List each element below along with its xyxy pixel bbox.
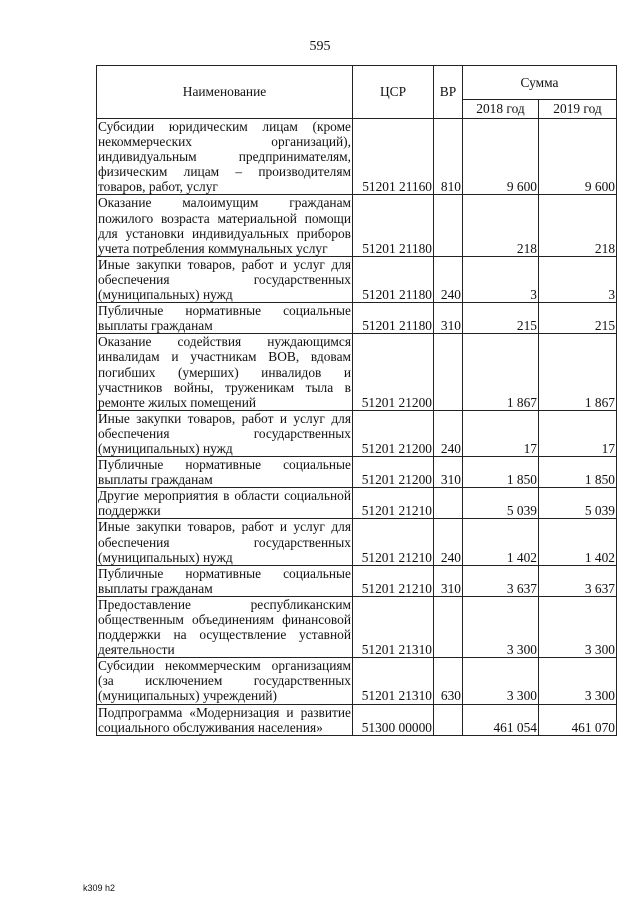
table-row: [97, 256, 617, 302]
table-row: [97, 410, 617, 456]
row-sum-2019: 461 070: [539, 704, 617, 735]
row-name: Публичные нормативные социальные выплаты гражданам: [98, 303, 351, 334]
row-vr: [434, 334, 463, 410]
footer-code: k309 h2: [83, 883, 116, 893]
row-sum-2019: 3 300: [539, 596, 617, 657]
table-row: [97, 704, 617, 735]
row-sum-2019: 1 402: [539, 519, 617, 565]
row-sum-2018: 3: [463, 256, 539, 302]
row-csr: 51201 21310: [353, 658, 434, 704]
row-csr: 51201 21200: [353, 410, 434, 456]
row-name: Оказание малоимущим гражданам пожилого возраста материальной помощи для установки индивидуальных приборов учета потребления коммунальных услуг: [98, 195, 351, 256]
row-csr: 51201 21180: [353, 256, 434, 302]
row-csr: 51300 00000: [353, 704, 434, 735]
table-row: [97, 334, 617, 410]
row-csr: 51201 21200: [353, 457, 434, 488]
row-csr: 51201 21210: [353, 488, 434, 519]
row-sum-2019: 3 300: [539, 658, 617, 704]
table-row: [97, 596, 617, 657]
table-row: [97, 658, 617, 704]
header-vr: ВР: [434, 66, 463, 119]
table-row: [97, 519, 617, 565]
row-sum-2018: 9 600: [463, 119, 539, 195]
row-vr: [434, 596, 463, 657]
table-row: [97, 565, 617, 596]
row-name: Иные закупки товаров, работ и услуг для обеспечения государственных (муниципальных) нужд: [98, 519, 351, 565]
row-name: Иные закупки товаров, работ и услуг для обеспечения государственных (муниципальных) нужд: [98, 410, 351, 456]
row-vr: 810: [434, 119, 463, 195]
row-name: Публичные нормативные социальные выплаты гражданам: [98, 457, 351, 488]
row-vr: 240: [434, 519, 463, 565]
table-body: [97, 119, 617, 736]
row-sum-2018: 3 300: [463, 658, 539, 704]
header-year-2019: 2019 год: [539, 100, 617, 119]
row-vr: [434, 195, 463, 256]
row-name: Субсидии некоммерческим организациям (за исключением государственных (муниципальных) учреждений): [98, 658, 351, 704]
table-row: [97, 119, 617, 195]
header-year-2018: 2018 год: [463, 100, 539, 119]
row-sum-2018: 461 054: [463, 704, 539, 735]
row-name: Субсидии юридическим лицам (кроме некоммерческих организаций), индивидуальным предпринимателям, физическим лицам – производителям товаров, работ, услуг: [98, 119, 351, 195]
row-sum-2019: 1 867: [539, 334, 617, 410]
table-row: [97, 303, 617, 334]
row-sum-2019: 3 637: [539, 565, 617, 596]
row-sum-2018: 5 039: [463, 488, 539, 519]
row-vr: 310: [434, 303, 463, 334]
table-row: [97, 488, 617, 519]
row-vr: 310: [434, 457, 463, 488]
row-sum-2019: 17: [539, 410, 617, 456]
row-name: Подпрограмма «Модернизация и развитие социального обслуживания населения»: [98, 704, 351, 735]
row-csr: 51201 21210: [353, 519, 434, 565]
row-vr: 240: [434, 256, 463, 302]
row-name: Иные закупки товаров, работ и услуг для обеспечения государственных (муниципальных) нужд: [98, 256, 351, 303]
row-sum-2019: 3: [539, 256, 617, 302]
table-header: [97, 66, 617, 119]
row-name: Оказание содействия нуждающимся инвалидам и участникам ВОВ, вдовам погибших (умерших) инвалидов и участников войны, труженикам тыла в ремонте жилых помещений: [98, 334, 351, 410]
row-vr: 310: [434, 565, 463, 596]
row-sum-2018: 3 300: [463, 596, 539, 657]
row-name: Другие мероприятия в области социальной поддержки: [98, 488, 351, 519]
table-row: [97, 457, 617, 488]
row-vr: 630: [434, 658, 463, 704]
header-csr: ЦСР: [353, 66, 434, 119]
row-sum-2018: 215: [463, 303, 539, 334]
header-sum: Сумма: [463, 66, 617, 100]
row-sum-2018: 3 637: [463, 565, 539, 596]
row-csr: 51201 21210: [353, 565, 434, 596]
row-name: Публичные нормативные социальные выплаты гражданам: [98, 565, 351, 596]
row-sum-2019: 1 850: [539, 457, 617, 488]
row-sum-2018: 1 867: [463, 334, 539, 410]
row-sum-2019: 218: [539, 195, 617, 256]
row-vr: 240: [434, 410, 463, 456]
row-vr: [434, 704, 463, 735]
row-vr: [434, 488, 463, 519]
row-sum-2019: 5 039: [539, 488, 617, 519]
budget-table: [96, 65, 617, 736]
row-sum-2018: 1 402: [463, 519, 539, 565]
row-sum-2018: 1 850: [463, 457, 539, 488]
row-sum-2019: 215: [539, 303, 617, 334]
header-name: Наименование: [97, 66, 353, 119]
row-sum-2019: 9 600: [539, 119, 617, 195]
row-csr: 51201 21310: [353, 596, 434, 657]
row-name: Предоставление республиканским общественным объединениям финансовой поддержки на осуществление уставной деятельности: [98, 596, 351, 658]
row-csr: 51201 21180: [353, 303, 434, 334]
row-csr: 51201 21180: [353, 195, 434, 256]
table-row: [97, 195, 617, 256]
row-sum-2018: 17: [463, 410, 539, 456]
row-csr: 51201 21200: [353, 334, 434, 410]
page-number: 595: [309, 39, 331, 54]
row-sum-2018: 218: [463, 195, 539, 256]
row-csr: 51201 21160: [353, 119, 434, 195]
